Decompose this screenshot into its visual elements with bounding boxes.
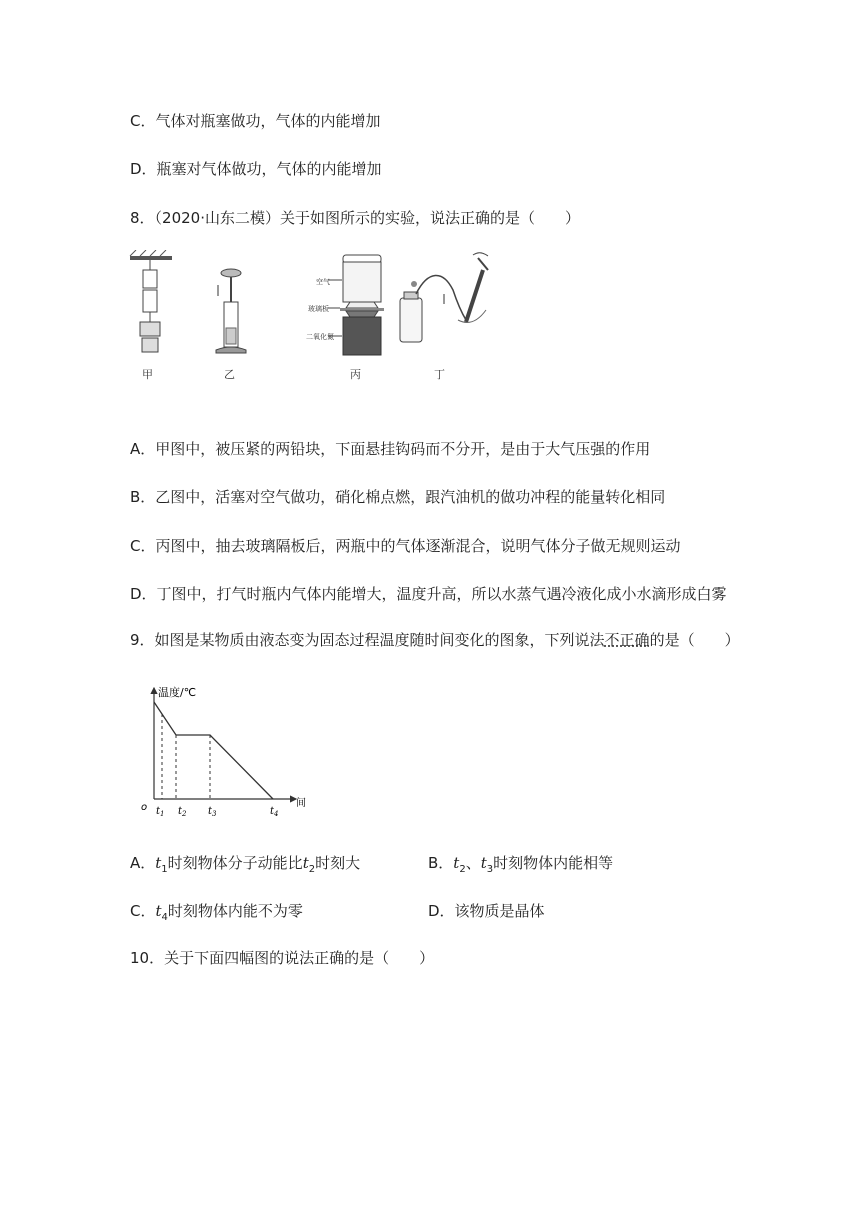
figure-label-bing: 丙 (350, 368, 361, 381)
q8-option-b: B．乙图中，活塞对空气做功，硝化棉点燃，跟汽油机的做功冲程的能量转化相同 (130, 488, 666, 506)
tick-t3: t (208, 806, 213, 817)
x-axis-label: 间 (296, 798, 306, 809)
tick-t2: t (178, 806, 183, 817)
q10-stem: 10．关于下面四幅图的说法正确的是（ ） (130, 949, 435, 967)
svg-text:t4 (270, 806, 279, 818)
svg-text:t1 (156, 806, 165, 818)
label-air: 空气 (316, 278, 330, 286)
tick-t2-sub: 2 (182, 810, 187, 818)
figure-bing-diffusion-bottles (306, 255, 384, 355)
q8-option-d: D．丁图中，打气时瓶内气体内能增大，温度升高，所以水蒸气遇冷液化成小水滴形成白雾 (130, 585, 727, 603)
label-no2: 二氧化氮 (306, 333, 334, 341)
tick-t4: t (270, 806, 275, 817)
origin-label: o (141, 802, 148, 813)
cooling-curve (154, 702, 273, 799)
q7-option-c: C．气体对瓶塞做功，气体的内能增加 (130, 112, 381, 130)
q9-option-d: D．该物质是晶体 (428, 902, 545, 920)
figure-label-yi: 乙 (224, 368, 235, 381)
q8-stem: 8．（2020·山东二模）关于如图所示的实验，说法正确的是（ ） (130, 209, 580, 227)
q9-stem-before: 9．如图是某物质由液态变为固态过程温度随时间变化的图象，下列说法 (130, 631, 605, 649)
q9-option-a: A．$t_1$时刻物体分子动能比$t_2$时刻大 (130, 854, 361, 875)
label-glass: 玻璃板 (308, 305, 329, 313)
y-axis-label: 温度/℃ (158, 686, 197, 699)
q9-option-c: C．$t_4$时刻物体内能不为零 (130, 902, 303, 923)
q9-option-b: B．$t_2$、$t_3$时刻物体内能相等 (428, 854, 614, 875)
q9-stem-after: 的是（ ） (649, 631, 740, 649)
tick-t1-sub: 1 (160, 810, 165, 818)
figure-label-jia: 甲 (142, 368, 153, 381)
svg-text:t2 (178, 806, 187, 818)
q9-stem-emphasis: 不正确 (604, 631, 650, 649)
q9-temperature-graph (140, 682, 310, 822)
q7-option-d: D．瓶塞对气体做功，气体的内能增加 (130, 160, 382, 178)
figure-ding-pump-bottle (400, 253, 488, 342)
q8-figure (128, 250, 508, 385)
tick-t4-sub: 4 (274, 810, 279, 818)
q8-option-c: C．丙图中，抽去玻璃隔板后，两瓶中的气体逐渐混合，说明气体分子做无规则运动 (130, 537, 681, 555)
tick-t3-sub: 3 (212, 810, 217, 818)
q9-stem (130, 630, 740, 650)
figure-jia-lead-blocks (130, 250, 172, 352)
tick-t1: t (156, 806, 161, 817)
svg-text:t3 (208, 806, 217, 818)
figure-label-ding: 丁 (434, 368, 445, 381)
q8-option-a: A．甲图中，被压紧的两铅块，下面悬挂钩码而不分开，是由于大气压强的作用 (130, 440, 651, 458)
figure-yi-piston-tube (216, 269, 246, 353)
